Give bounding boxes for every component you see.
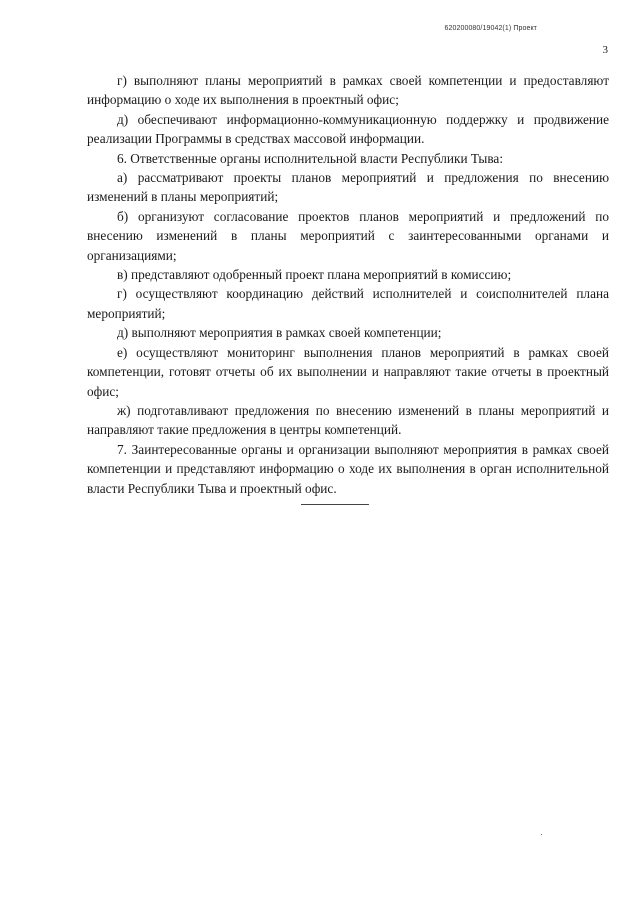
paragraph-a-review: а) рассматривают проекты планов мероприятий и предложения по внесению изменений в планы мероприятий; [87,170,609,205]
scan-speck [541,834,542,835]
page-number: 3 [602,44,608,56]
paragraph-g-coordination: г) осуществляют координацию действий исполнителей и соисполнителей плана мероприятий; [87,286,609,321]
paragraph-d-media: д) обеспечивают информационно-коммуникационную поддержку и продвижение реализации Программы в средствах массовой информации. [87,111,609,147]
document-id: 620200080/19042(1) Проект [444,25,537,32]
paragraph-b-approval: б) организуют согласование проектов планов мероприятий и предложений по внесению изменений в планы мероприятий с заинтересованными органами и организациями; [87,208,609,263]
paragraph-d-execute: д) выполняют мероприятия в рамках своей компетенции; [117,325,442,341]
paragraph-e-monitoring: е) осуществляют мониторинг выполнения планов мероприятий в рамках своей компетенции, готовят отчеты об их выполнении и направляют такие отчеты в проектный офис; [87,344,609,399]
end-of-text-divider [301,504,369,505]
paragraph-v-submit: в) представляют одобренный проект плана мероприятий в комиссию; [117,267,512,283]
paragraph-g-plans: г) выполняют планы мероприятий в рамках своей компетенции и предоставляют информацию о ходе их выполнения в проектный офис; [87,73,609,108]
paragraph-6-heading: 6. Ответственные органы исполнительной власти Республики Тыва: [117,150,504,166]
document-body [87,71,609,498]
paragraph-7-stakeholders: 7. Заинтересованные органы и организации выполняют мероприятия в рамках своей компетенции и представляют информацию о ходе их выполнения в орган исполнительной власти Республики Тыва и проектный офис. [87,441,609,496]
paragraph-zh-proposals: ж) подготавливают предложения по внесению изменений в планы мероприятий и направляют такие предложения в центры компетенций. [87,402,609,438]
